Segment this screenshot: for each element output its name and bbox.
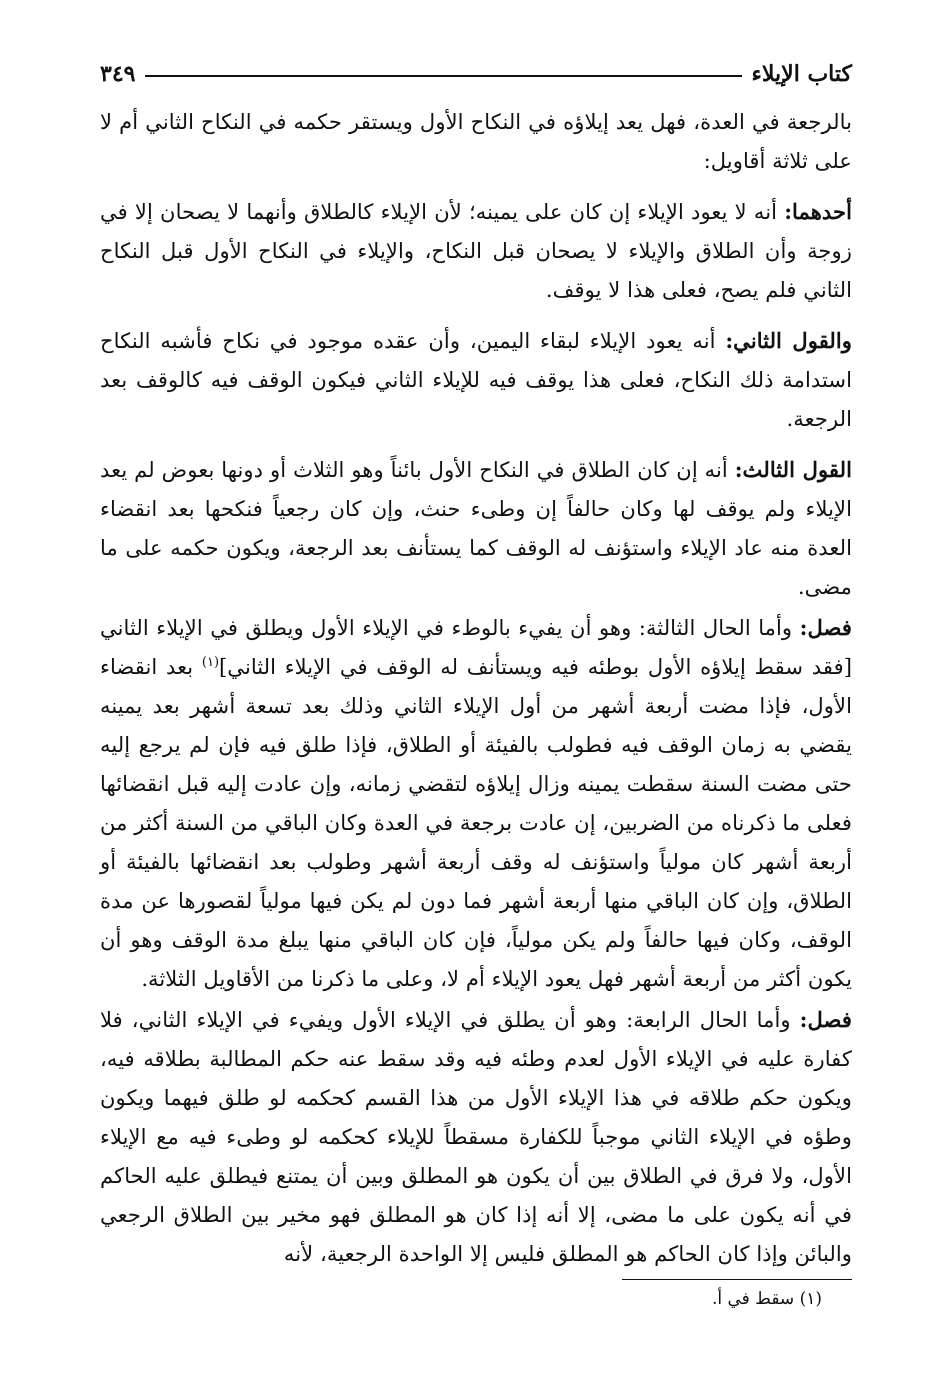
paragraph-text: أنه لا يعود الإيلاء إن كان على يمينه؛ لأن الإيلاء كالطلاق وأنهما لا يصحان إلا في زوجة وأن الطلاق والإيلاء لا يصحان قبل النكاح، والإيلاء في النكاح الأول قبل النكاح الثاني فلم يصح، فعلى هذا لا يوقف. (100, 199, 852, 302)
book-title: كتاب الإيلاء (751, 61, 852, 87)
paragraph-second-opinion (100, 321, 852, 438)
paragraph-lead: فصل: (799, 615, 852, 640)
footnote-reference: (١) (201, 654, 220, 670)
paragraph-lead: أحدهما: (784, 199, 852, 224)
body-text (100, 102, 852, 1273)
header-rule (145, 75, 741, 77)
paragraph-lead: والقول الثاني: (725, 328, 852, 353)
paragraph-lead: القول الثالث: (734, 457, 852, 482)
paragraph-text: أنه يعود الإيلاء لبقاء اليمين، وأن عقده موجود في نكاح فأشبه النكاح استدامة ذلك النكاح، فعلى هذا يوقف فيه للإيلاء الثاني فيكون الوقف فيه كالوقف بعد الرجعة. (100, 328, 852, 431)
paragraph-text: وأما الحال الثالثة: وهو أن يفيء بالوطء في الإيلاء الأول ويطلق في الإيلاء الثاني [فقد سقط إيلاؤه الأول بوطئه فيه ويستأنف له الوقف في الإيلاء الثاني] (100, 615, 852, 679)
paragraph-text: بالرجعة في العدة، فهل يعد إيلاؤه في النكاح الأول ويستقر حكمه في النكاح الثاني أم لا على ثلاثة أقاويل: (100, 109, 852, 173)
footnote-divider (622, 1279, 852, 1280)
footnote-marker: (١) (799, 1289, 822, 1309)
paragraph-text: أنه إن كان الطلاق في النكاح الأول بائناً وهو الثلاث أو دونها بعوض لم يعد الإيلاء ولم يوقف لها وكان حالفاً إن وطىء حنث، وإن كان رجعياً فنكحها بعد انقضاء العدة منه عاد الإيلاء واستؤنف له الوقف كما يستأنف بعد الرجعة، ويكون حكمه على ما مضى. (100, 457, 852, 599)
book-page (100, 50, 852, 1314)
paragraph-lead: فصل: (799, 1007, 852, 1032)
page-number: ٣٤٩ (100, 61, 136, 87)
footnote-text: سقط في أ. (711, 1289, 795, 1309)
running-header (100, 50, 852, 98)
paragraph-first-opinion (100, 192, 852, 309)
paragraph-continuation (100, 102, 852, 180)
paragraph-section-third-case (100, 608, 852, 998)
paragraph-third-opinion (100, 450, 852, 606)
footnote (100, 1284, 852, 1314)
paragraph-section-fourth-case (100, 1000, 852, 1273)
paragraph-text: بعد انقضاء الأول، فإذا مضت أربعة أشهر من أول الإيلاء الثاني وذلك بعد تسعة أشهر بعد يمينه يقضي به زمان الوقف فيه فطولب بالفيئة أو الطلاق، فإذا طلق فيه فإن لم يرجع إليه حتى مضت السنة سقطت يمينه وزال إيلاؤه لتقضي زمانه، وإن عادت إليه قبل انقضائها فعلى ما ذكرناه من الضربين، إن عادت برجعة في العدة وكان الباقي من السنة أكثر من أربعة أشهر كان مولياً واستؤنف له وقف أربعة أشهر وطولب بعد انقضائها بالفيئة أو الطلاق، وإن كان الباقي منها أربعة أشهر فما دون لم يكن فيها مولياً لقصورها عن مدة الوقف، وكان فيها حالفاً ولم يكن مولياً، فإن كان الباقي منها يبلغ مدة الوقف وهو أن يكون أكثر من أربعة أشهر فهل يعود الإيلاء أم لا، وعلى ما ذكرنا من الأقاويل الثلاثة. (100, 654, 852, 991)
paragraph-text: وأما الحال الرابعة: وهو أن يطلق في الإيلاء الأول ويفيء في الإيلاء الثاني، فلا كفارة عليه في الإيلاء الأول لعدم وطئه فيه وقد سقط عنه حكم المطالبة بطلاقه فيه، ويكون حكم طلاقه في هذا الإيلاء الأول من هذا القسم كحكمه لو طلق فيهما ويكون وطؤه في الإيلاء الثاني موجباً للكفارة مسقطاً للإيلاء كحكمه لو وطىء فيه مع الإيلاء الأول، ولا فرق في الطلاق بين أن يكون هو المطلق وبين أن يمتنع فيطلق عليه الحاكم في أنه يكون على ما مضى، إلا أنه إذا كان هو المطلق فهو مخير بين الطلاق الرجعي والبائن وإذا كان الحاكم هو المطلق فليس إلا الواحدة الرجعية، لأنه (100, 1007, 852, 1266)
